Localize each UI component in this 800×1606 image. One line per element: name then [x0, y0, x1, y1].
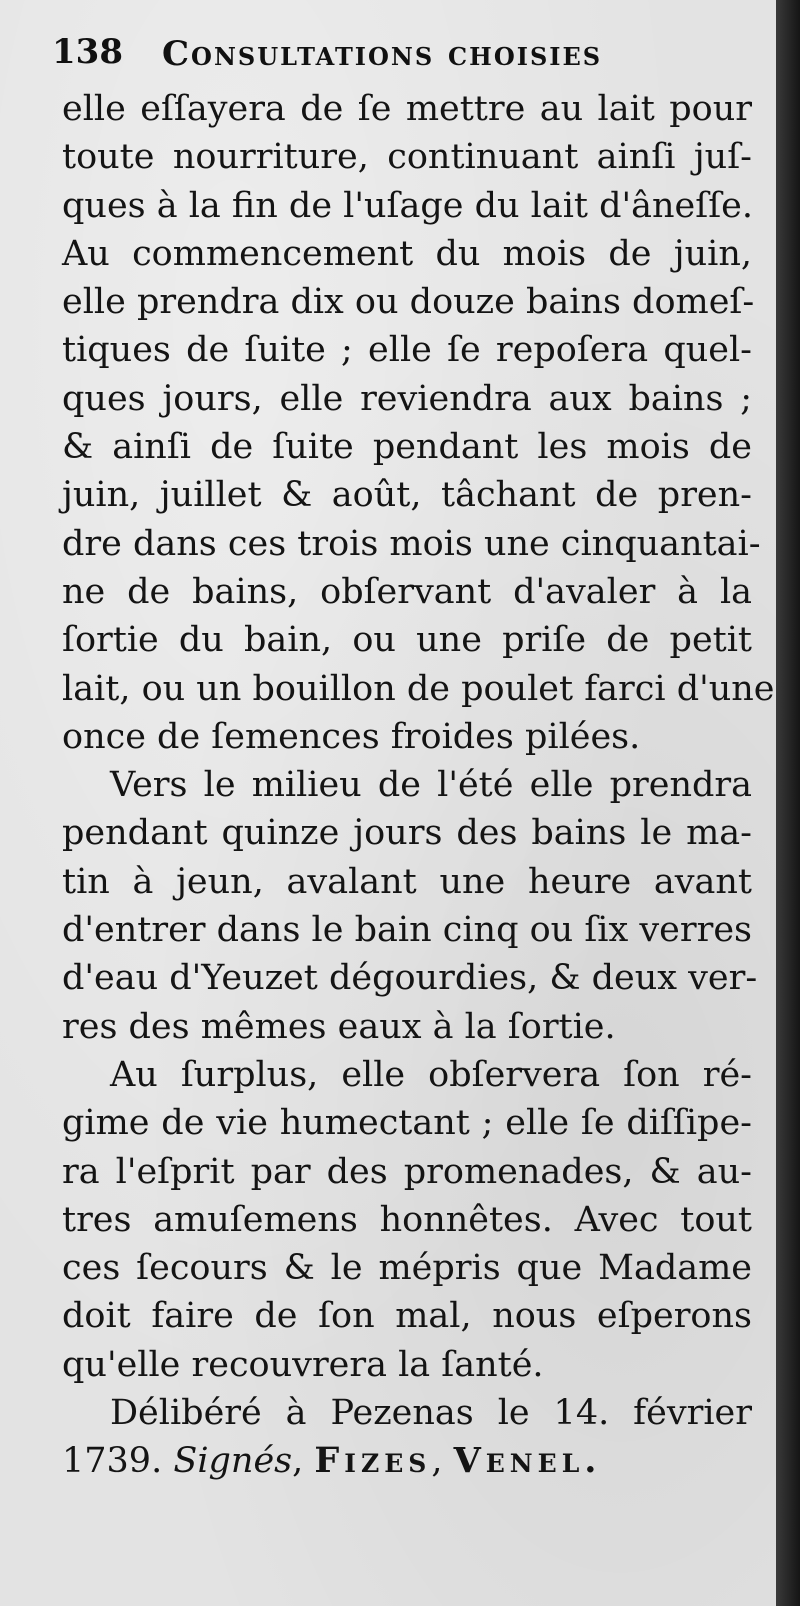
text-line: lait, ou un bouillon de poulet farci d'une [62, 668, 775, 709]
text-line: & ainſi de ſuite pendant les mois de [62, 427, 752, 468]
text-line: Au ſurplus, elle obſervera ſon ré- [110, 1054, 752, 1095]
page-header [52, 22, 752, 82]
text-line: gime de vie humectant ; elle ſe diſſipe- [62, 1103, 752, 1144]
text-line: ques jours, elle reviendra aux bains ; [62, 378, 752, 419]
text-line: ques à la fin de l'uſage du lait d'âneſſe. [62, 185, 754, 226]
text-line: d'eau d'Yeuzet dégourdies, & deux ver- [62, 958, 758, 999]
text-line: Au commencement du mois de juin, [62, 233, 752, 274]
text-line: elle eſſayera de ſe mettre au lait pour [62, 89, 752, 129]
text-line: ra l'eſprit par des promenades, & au- [62, 1151, 752, 1192]
text-line: toute nourriture, continuant ainſi juſ- [62, 137, 752, 178]
signature-year: 1739. [62, 1441, 163, 1482]
signature-line: 1739. Signés, Fizes, Venel. [62, 1440, 602, 1482]
text-line: qu'elle recouvrera la ſanté. [62, 1344, 544, 1385]
text-line: res des mêmes eaux à la ſortie. [62, 1006, 616, 1047]
signer-fizes: Fizes [314, 1440, 432, 1482]
text-line: tin à jeun, avalant une heure avant [62, 861, 752, 902]
signer-venel: Venel. [453, 1440, 602, 1482]
text-line: ces ſecours & le mépris que Madame [62, 1248, 752, 1289]
text-line: doit faire de ſon mal, nous eſperons [62, 1296, 752, 1337]
text-line: tres amuſemens honnêtes. Avec tout [62, 1199, 752, 1240]
signed-label: Signés [173, 1441, 293, 1482]
text-line: once de ſemences froides pilées. [62, 716, 641, 757]
text-line: tiques de ſuite ; elle ſe repoſera quel- [62, 330, 752, 371]
text-line: Vers le milieu de l'été elle prendra [110, 765, 752, 806]
text-line: juin, juillet & août, tâchant de pren- [62, 475, 752, 516]
text-line: ne de bains, obſervant d'avaler à la [62, 571, 752, 612]
text-line: ſortie du bain, ou une priſe de petit [62, 620, 752, 661]
text-line: Délibéré à Pezenas le 14. février [110, 1393, 752, 1434]
text-line: d'entrer dans le bain cinq ou ſix verres [62, 910, 752, 951]
body-text [62, 85, 775, 1486]
text-line: elle prendra dix ou douze bains domeſ- [62, 282, 755, 323]
text-line: dre dans ces trois mois une cinquantai- [62, 523, 761, 564]
text-line: pendant quinze jours des bains le ma- [62, 813, 752, 854]
page-number: 138 [52, 32, 123, 72]
running-title: Consultations choisies [162, 34, 603, 74]
book-gutter [776, 0, 800, 1606]
